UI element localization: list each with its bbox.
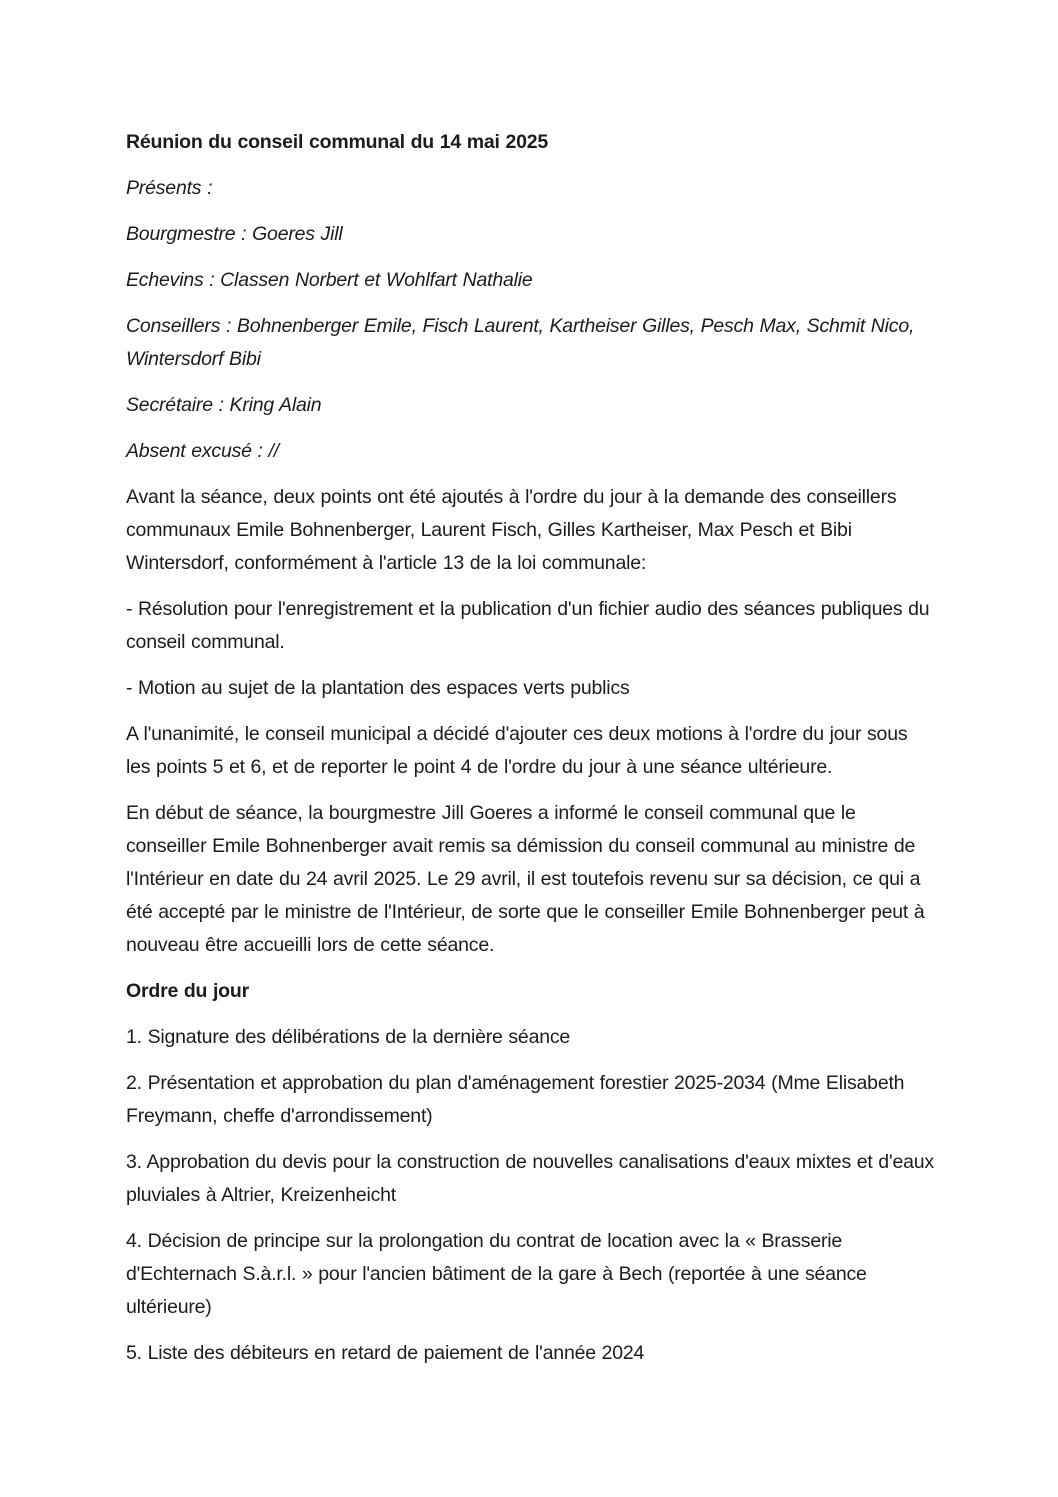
- paragraph: Présents :: [126, 177, 213, 199]
- paragraph: Conseillers : Bohnenberger Emile, Fisch Laurent, Kartheiser Gilles, Pesch Max, Schmit Nico, Wintersdorf Bibi: [126, 315, 915, 370]
- paragraph: 3. Approbation du devis pour la construction de nouvelles canalisations d'eaux mixtes et d'eaux pluviales à Altrier, Kreizenheicht: [126, 1151, 934, 1206]
- document-title: Réunion du conseil communal du 14 mai 2025: [126, 131, 549, 153]
- paragraph: Absent excusé : //: [126, 440, 279, 462]
- document-content: [126, 126, 936, 1370]
- section-heading: Ordre du jour: [126, 980, 249, 1002]
- paragraph: En début de séance, la bourgmestre Jill Goeres a informé le conseil communal que le conseiller Emile Bohnenberger avait remis sa démission du conseil communal au ministre de l'Intérieur en date du 24 avril 2025. Le 29 avril, il est toutefois revenu sur sa décision, ce qui a été accepté par le ministre de l'Intérieur, de sorte que le conseiller Emile Bohnenberger peut à nouveau être accueilli lors de cette séance.: [126, 802, 925, 956]
- paragraph: Avant la séance, deux points ont été ajoutés à l'ordre du jour à la demande des conseillers communaux Emile Bohnenberger, Laurent Fisch, Gilles Kartheiser, Max Pesch et Bibi Wintersdorf, conformément à l'article 13 de la loi communale:: [126, 486, 897, 574]
- paragraph: - Résolution pour l'enregistrement et la publication d'un fichier audio des séances publiques du conseil communal.: [126, 598, 930, 653]
- paragraph: Bourgmestre : Goeres Jill: [126, 223, 343, 245]
- paragraph: 1. Signature des délibérations de la dernière séance: [126, 1026, 571, 1048]
- paragraph: - Motion au sujet de la plantation des espaces verts publics: [126, 677, 630, 699]
- paragraph: 2. Présentation et approbation du plan d'aménagement forestier 2025-2034 (Mme Elisabeth Freymann, cheffe d'arrondissement): [126, 1072, 905, 1127]
- paragraph: Echevins : Classen Norbert et Wohlfart Nathalie: [126, 269, 533, 291]
- paragraph: A l'unanimité, le conseil municipal a décidé d'ajouter ces deux motions à l'ordre du jour sous les points 5 et 6, et de reporter le point 4 de l'ordre du jour à une séance ultérieure.: [126, 723, 908, 778]
- paragraph: Secrétaire : Kring Alain: [126, 394, 322, 416]
- paragraph: 4. Décision de principe sur la prolongation du contrat de location avec la « Brasserie d'Echternach S.à.r.l. » pour l'ancien bâtiment de la gare à Bech (reportée à une séance ultérieure): [126, 1230, 867, 1318]
- paragraph: 5. Liste des débiteurs en retard de paiement de l'année 2024: [126, 1342, 645, 1364]
